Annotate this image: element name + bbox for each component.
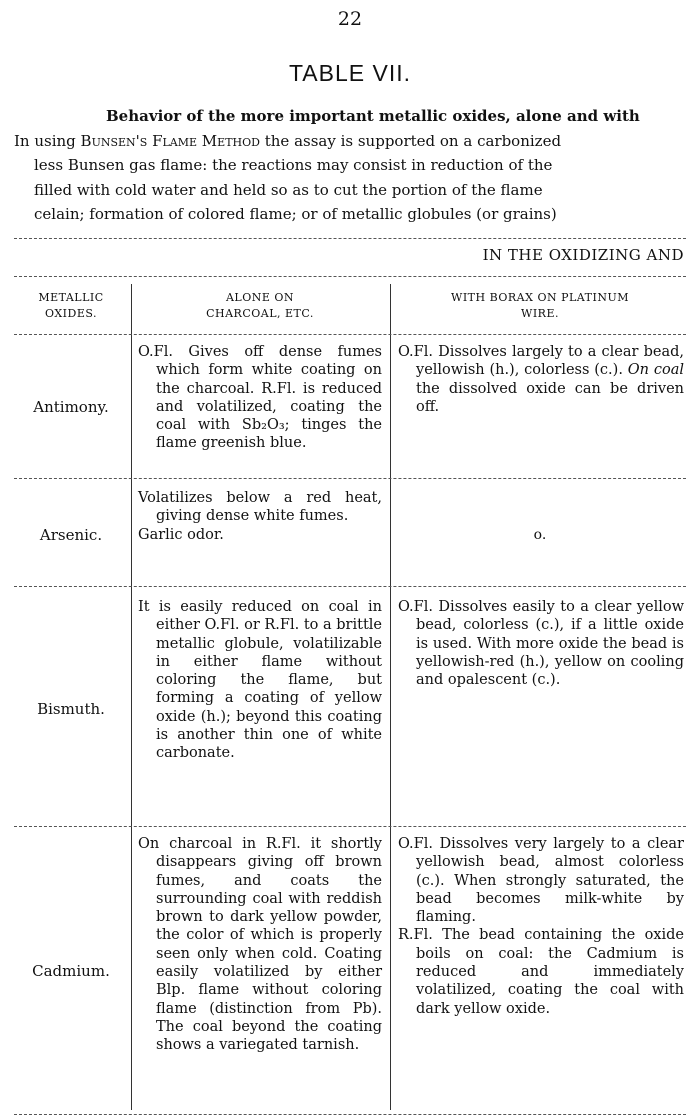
header-line: OXIDES. [45, 307, 97, 320]
header-line: ALONE ON [225, 291, 295, 304]
cadmium-borax-text-ofl: O.Fl. Dissolves very largely to a clear yellowish bead, almost colorless (c.). When strongly saturated, the bead becomes milk-white by flaming. [398, 836, 684, 926]
intro-line: Behavior of the more important metallic oxides, alone and with [106, 107, 640, 125]
arsenic-alone-cell [138, 489, 382, 544]
intro-line [14, 129, 690, 154]
bismuth-borax-text: O.Fl. Dissolves easily to a clear yellow bead, colorless (c.), if a little oxide is used. With more oxide the bead is yellowish-red (h.), yellow on cooling and opalescent (c.). [398, 599, 684, 689]
row-rule [14, 478, 686, 479]
arsenic-alone-text: Volatilizes below a red heat, giving dense white fumes. [138, 490, 382, 525]
intro-text [14, 104, 690, 227]
column-divider [390, 284, 391, 1110]
bismuth-alone-text: It is easily reduced on coal in either O.Fl. or R.Fl. to a brittle metallic globule, volatilizable in either flame without coloring the flame, but forming a coating of yellow oxide (h.); beyond this coating is another thin one of white carbonate. [138, 599, 382, 762]
bismuth-alone-cell [138, 598, 382, 763]
intro-line: filled with cold water and held so as to cut the portion of the flame [34, 180, 543, 199]
antimony-borax-cell [398, 343, 684, 416]
borax-text-span: the dissolved oxide can be driven off. [416, 380, 684, 415]
arsenic-borax-cell: o. [533, 527, 547, 543]
intro-text-span: the assay is supported on a carbonized [259, 131, 562, 150]
borax-text-span: O.Fl. Dissolves largely to a clear bead, yellowish (h.), colorless (c.). [398, 344, 684, 379]
cadmium-alone-text: On charcoal in R.Fl. it shortly disappears giving off brown fumes, and coats the surrounding coal with reddish brown to dark yellow powder, the color of which is properly seen only when cold. Coating easily volatilized by either Blp. flame without coloring flame (distinction from Pb). The coal beyond the coating shows a variegated tarnish. [138, 836, 382, 1054]
row-label-bismuth: Bismuth. [37, 700, 105, 718]
header-line: METALLIC [38, 291, 104, 304]
header-rule [14, 334, 686, 335]
antimony-alone-text: O.Fl. Gives off dense fumes which form white coating on the charcoal. R.Fl. is reduced and volatilized, coating the coal with Sb₂O₃; tinges the flame greenish blue. [138, 344, 382, 452]
divider-rule [14, 238, 686, 239]
cadmium-alone-cell [138, 835, 382, 1055]
column-header-oxides [14, 290, 128, 322]
arsenic-odor-text: Garlic odor. [138, 526, 224, 543]
cadmium-borax-text-rfl: R.Fl. The bead containing the oxide boils on coal: the Cadmium is reduced and immediately volatilized, coating the coal with dark yellow oxide. [398, 927, 684, 1017]
header-line: WIRE. [521, 307, 559, 320]
antimony-alone-cell [138, 343, 382, 453]
borax-emphasis: On coal [627, 362, 684, 379]
row-label-arsenic: Arsenic. [39, 526, 103, 544]
row-label-antimony: Antimony. [33, 398, 109, 416]
column-header-alone [134, 290, 386, 322]
row-label-cadmium: Cadmium. [32, 962, 110, 980]
antimony-borax-text [398, 343, 684, 416]
column-header-borax [394, 290, 686, 322]
intro-line: less Bunsen gas flame: the reactions may consist in reduction of the [34, 156, 553, 174]
method-name: Bunsen's Flame Method [80, 131, 260, 150]
header-line: WITH BORAX ON PLATINUM [451, 291, 629, 304]
header-line: CHARCOAL, ETC. [206, 307, 314, 320]
divider-rule [14, 276, 686, 277]
column-divider [131, 284, 132, 1110]
section-heading: IN THE OXIDIZING AND [482, 246, 684, 264]
bismuth-borax-cell [398, 598, 684, 689]
page-number: 22 [337, 8, 363, 30]
intro-text-span: In using [14, 131, 81, 150]
bottom-rule [14, 1114, 686, 1115]
intro-line: celain; formation of colored flame; or of metallic globules (or grains) [34, 205, 557, 223]
row-rule [14, 586, 686, 587]
cadmium-borax-cell [398, 835, 684, 1018]
table-title: TABLE VII. [288, 60, 412, 86]
row-rule [14, 826, 686, 827]
